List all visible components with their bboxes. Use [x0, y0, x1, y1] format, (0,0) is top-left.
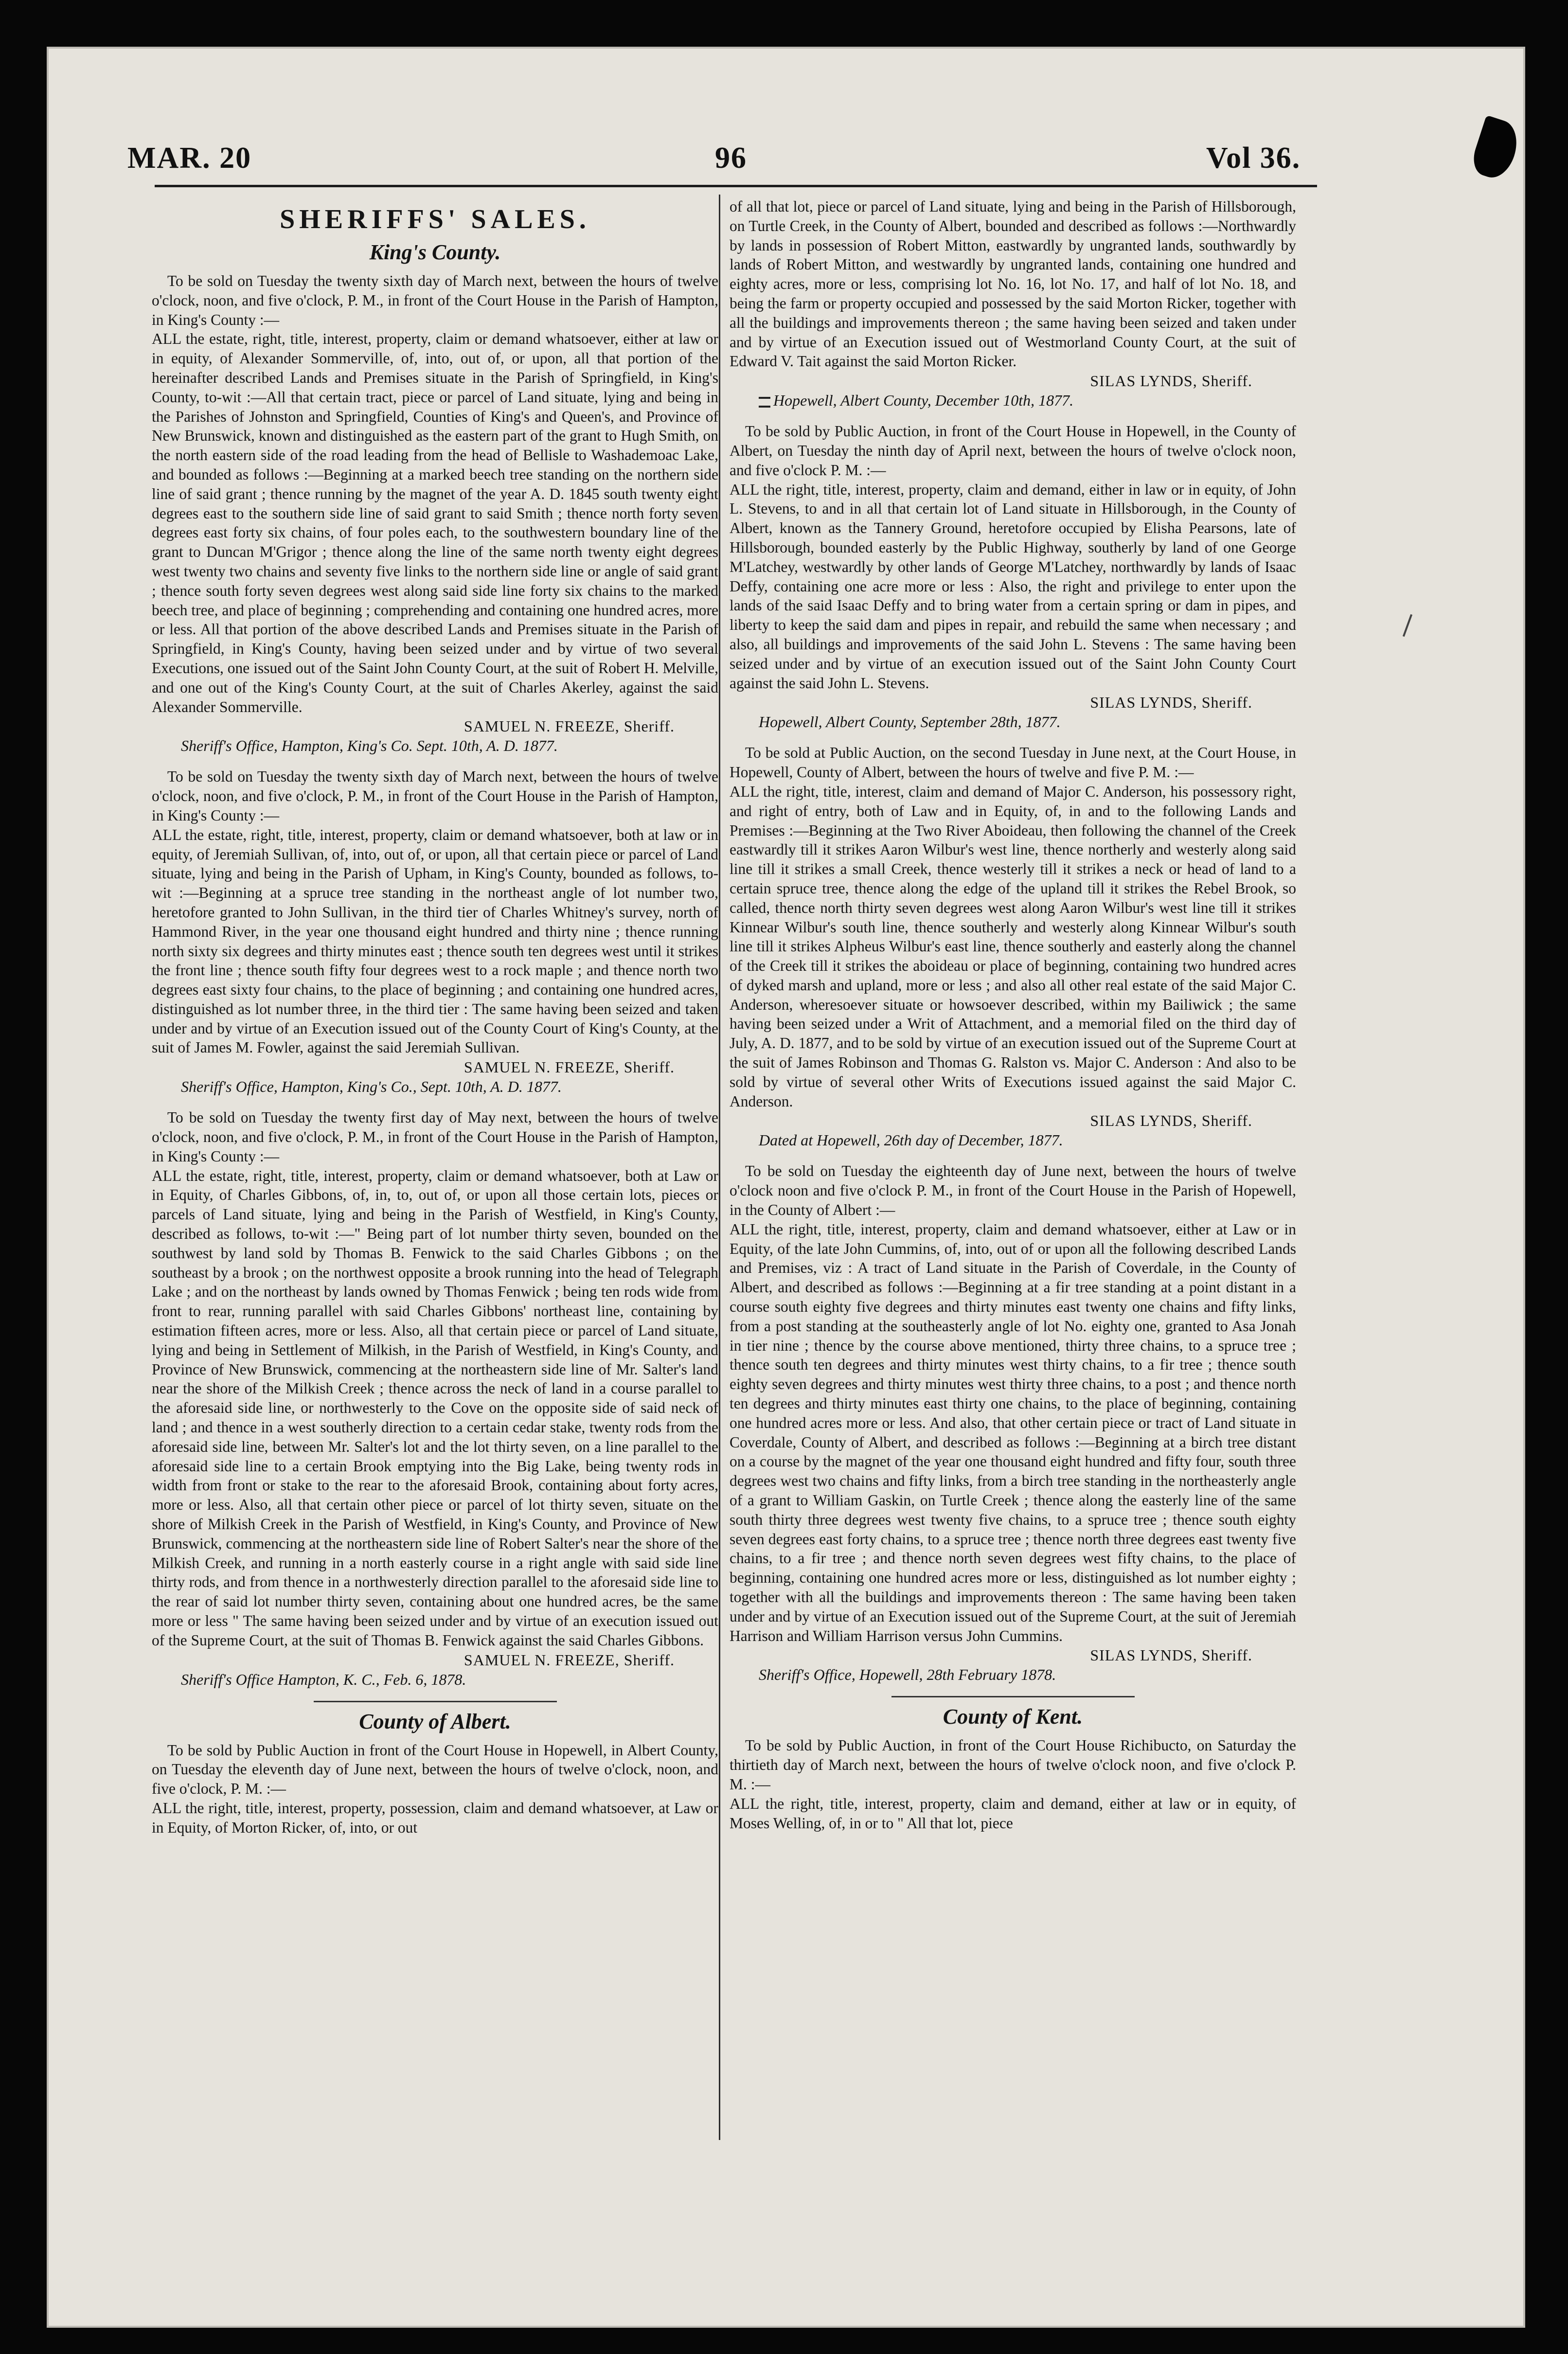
header-date: MAR. 20 [127, 142, 252, 175]
ink-blot [1468, 115, 1523, 183]
notice-ricker [152, 1741, 718, 1837]
left-column [152, 192, 718, 1849]
section-county-kent: County of Kent. [943, 1705, 1083, 1729]
notice-office: Sheriff's Office, Hampton, King's Co., Sept. 10th, A. D. 1877. [181, 1078, 562, 1096]
notice-anderson [730, 743, 1296, 1150]
notice-office: Sheriff's Office, Hopewell, 28th February 1878. [759, 1666, 1056, 1684]
notice-intro: To be sold on Tuesday the twenty first day of May next, between the hours of twelve o'clock, noon, and five o'clock, P. M., in front of the Court House in the Parish of Hampton, in King's County :— [152, 1109, 718, 1165]
notice-intro: To be sold by Public Auction, in front of the Court House in Hopewell, in the County of Albert, on Tuesday the ninth day of April next, between the hours of twelve o'clock noon, and five o'clock P. M. :— [730, 423, 1296, 479]
notice-gibbons [152, 1108, 718, 1689]
notice-signature: SILAS LYNDS, Sheriff. [1090, 1112, 1252, 1130]
notice-body: ALL the right, title, interest, property, claim and demand, either at law or in equity, of Moses Welling, of, in or to " All that lot, piece [730, 1795, 1296, 1832]
section-county-albert: County of Albert. [359, 1709, 511, 1733]
notice-body: ALL the estate, right, title, interest, property, claim or demand whatsoever, both at law or in equity, of Jeremiah Sullivan, of, into, out of, or upon, all that certain piece or parcel of Land situate, lying and being in the Parish of Upham, in King's County, bounded as follows, to-wit :—Beginning at a spruce tree standing in the northeast angle of lot number two, heretofore granted to John Sullivan, in the third tier of Charles Whitney's survey, north of Hammond River, in the year one thousand eight hundred and thirty nine ; thence running north sixty six degrees and thirty minutes east ; thence south ten degrees west until it strikes the front line ; thence south fifty four degrees west to a rock maple ; and thence north two degrees east sixty four chains, to the place of beginning ; and containing one hundred acres, distinguished as lot number three, in the third tier : The same having been seized and taken under and by virtue of an Execution issued out of the County Court of King's County, at the suit of James M. Fowler, against the said Jeremiah Sullivan. [152, 826, 718, 1056]
lead-mark-icon [759, 397, 770, 408]
notice-office: Hopewell, Albert County, September 28th, 1877. [759, 713, 1061, 731]
notice-intro: To be sold on Tuesday the eighteenth day of June next, between the hours of twelve o'clock noon and five o'clock P. M., in front of the Court House in the Parish of Hopewell, in the County of Albert :— [730, 1162, 1296, 1219]
section-kings-county: King's County. [369, 240, 501, 264]
right-column [730, 192, 1296, 1844]
notice-intro: To be sold on Tuesday the twenty sixth day of March next, between the hours of twelve o'clock, noon, and five o'clock, P. M., in front of the Court House in the Parish of Hampton, in King's County :— [152, 768, 718, 824]
notice-stevens [730, 422, 1296, 731]
notice-signature: SILAS LYNDS, Sheriff. [1090, 372, 1252, 390]
notice-body: ALL the right, title, interest, property, possession, claim and demand whatsoever, at Law or in Equity, of Morton Ricker, of, into, or out [152, 1799, 718, 1836]
notice-intro: To be sold by Public Auction in front of the Court House in Hopewell, in Albert County, on Tuesday the eleventh day of June next, between the hours of twelve o'clock, noon, and five o'clock, P. M. :— [152, 1741, 718, 1798]
notice-signature: SAMUEL N. FREEZE, Sheriff. [463, 717, 675, 735]
notice-welling [730, 1736, 1296, 1833]
notice-signature: SILAS LYNDS, Sheriff. [1090, 1646, 1252, 1664]
notice-sullivan [152, 767, 718, 1096]
notice-cummins [730, 1161, 1296, 1684]
column-divider [719, 195, 720, 2140]
notice-body: ALL the right, title, interest, property, claim and demand, either in law or in equity, of John L. Stevens, to and in all that certain lot of Land situate in Hillsborough, in the County of Albert, known as the Tannery Ground, heretofore occupied by Elisha Pearsons, late of Hillsborough, bounded easterly by the Public Highway, southerly by land of one George M'Latchey, westwardly by other lands of George M'Latchey, northwardly by lands of Isaac Deffy, containing one acre more or less : Also, the right and privilege to enter upon the lands of the said Isaac Deffy and to bring water from a certain spring or dam in pipes, and liberty to keep the said dam and pipes in repair, and rebuild the same when necessary ; and also, all buildings and improvements of the said John L. Stevens : The same having been seized under and by virtue of an execution issued out of the Saint John County Court against the said John L. Stevens. [730, 481, 1296, 692]
notice-office: Sheriff's Office, Hampton, King's Co. Sept. 10th, A. D. 1877. [181, 737, 558, 755]
office-text: Hopewell, Albert County, December 10th, 1877. [773, 392, 1074, 410]
notice-signature: SAMUEL N. FREEZE, Sheriff. [463, 1058, 675, 1076]
notice-office [730, 391, 1296, 410]
notice-body: of all that lot, piece or parcel of Land situate, lying and being in the Parish of Hillsborough, on Turtle Creek, in the County of Albert, bounded and described as follows :—Northwardly by lands in possession of Robert Mitton, eastwardly by ungranted lands, southwardly by lands of Robert Mitton, and westwardly by ungranted lands, containing one hundred and eighty acres, more or less, comprising lot No. 16, lot No. 17, and half of lot No. 18, and being the farm or property occupied and possessed by the said Morton Ricker, together with all the buildings and improvements thereon ; the same having been seized and taken under and by virtue of an Execution issued out of Westmorland County Court, at the suit of Edward V. Tait against the said Morton Ricker. [730, 198, 1296, 370]
notice-body: ALL the estate, right, title, interest, property, claim or demand whatsoever, either at law or in equity, of Alexander Sommerville, of, into, out of, or upon, all that portion of the hereinafter described Lands and Premises situate in the Parish of Springfield, in King's County, to-wit :—All that certain tract, piece or parcel of Land situate, lying and being in the Parishes of Johnston and Springfield, Counties of King's and Queen's, and Province of New Brunswick, known and distinguished as the eastern part of the grant to Hugh Smith, on the north eastern side of the road leading from the head of Bellisle to Washademoac Lake, and bounded as follows :—Beginning at a marked beech tree standing on the northern side line of said grant ; thence running by the magnet of the year A. D. 1845 south twenty eight degrees east to the southern side line of said grant to said Smith ; thence north forty seven degrees east forty six chains, of four poles each, to the southwestern boundary line of the grant to Duncan M'Grigor ; thence along the line of the same north twenty eight degrees west twenty two chains and seventy five links to the northern side line or angle of said grant ; thence south forty seven degrees west along said side line forty six chains to the marked beech tree, and place of beginning ; comprehending and containing one hundred acres, more or less. All that portion of the above described Lands and Premises situate in the Parish of Springfield, in King's County, having been seized under and by virtue of two several Executions, one issued out of the Saint John County Court, at the suit of Robert H. Melville, and one out of the King's County Court, at the suit of Charles Akerley, against the said Alexander Sommerville. [152, 330, 718, 715]
header-volume: Vol 36. [1206, 142, 1301, 175]
header-page-number: 96 [715, 142, 747, 175]
notice-office: Dated at Hopewell, 26th day of December, 1877. [759, 1131, 1063, 1149]
notice-signature: SAMUEL N. FREEZE, Sheriff. [463, 1651, 675, 1669]
notice-intro: To be sold at Public Auction, on the second Tuesday in June next, at the Court House, in Hopewell, County of Albert, between the hours of twelve and five P. M. :— [730, 744, 1296, 781]
notice-sommerville [152, 271, 718, 755]
notice-intro: To be sold on Tuesday the twenty sixth day of March next, between the hours of twelve o'clock, noon, and five o'clock, P. M., in front of the Court House in the Parish of Hampton, in King's County :— [152, 272, 718, 328]
notice-body: ALL the right, title, interest, claim and demand of Major C. Anderson, his possessory right, and right of entry, both of Law and in Equity, of, in and to the following Lands and Premises :—Beginning at the Two River Aboideau, then following the channel of the Creek eastwardly till it strikes Aaron Wilbur's west line, thence northerly and westerly along said line till it strikes a small Creek, thence westerly till it strikes a neck or head of land to a certain spruce tree, thence along the edge of the upland till it strikes the Rebel Brook, so called, thence north thirty seven degrees west along Aaron Wilbur's west line till it strikes Kinnear Wilbur's south line, thence southerly and westerly along Kinnear Wilbur's south line till it strikes Alpheus Wilbur's east line, thence southerly and easterly along the channel of the Creek till it strikes the aboideau or place of beginning, containing two hundred acres of dyked marsh and upland, more or less ; and also all other real estate of the said Major C. Anderson, wheresoever situate or howsoever described, within my Bailiwick ; the same having been seized under a Writ of Attachment, and a memorial filed on the third day of July, A. D. 1877, and to be sold by virtue of an execution issued out of the Supreme Court at the suit of James Robinson and Thomas G. Ralston vs. Major C. Anderson : And also to be sold by virtue of several other Writs of Executions issued against the said Major C. Anderson. [730, 783, 1296, 1110]
notice-signature: SILAS LYNDS, Sheriff. [1090, 694, 1252, 712]
notice-body: ALL the right, title, interest, property, claim and demand whatsoever, either at Law or in Equity, of the late John Cummins, of, into, out of or upon all the following described Lands and Premises, viz : A tract of Land situate in the Parish of Coverdale, in the County of Albert, and described as follows :—Beginning at a fir tree standing at a point distant in a course south eighty five degrees and thirty minutes east twenty one chains and fifty links, from a post standing at the southeasterly angle of lot No. eighty one, granted to Asa Jonah in tier nine ; thence by the course above mentioned, thirty three chains, to a spruce tree ; thence south ten degrees and thirty minutes west thirty chains, to a fir tree ; thence south eighty seven degrees and thirty minutes west thirty three chains, to a post ; and thence north ten degrees and thirty minutes east thirty one chains, to the place of beginning, containing one hundred acres more or less. And also, that other certain piece or tract of Land situate in Coverdale, County of Albert, and described as follows :—Beginning at a birch tree distant on a course by the magnet of the year one thousand eight hundred and fifty four, south three degrees west two chains and fifty links, from a birch tree standing in the northeasterly angle of a grant to William Gaskin, on Turtle Creek ; thence along the easterly line of the same south thirty three degrees west twenty five chains, to a spruce tree ; thence south eighty seven degrees east forty chains, to a spruce tree ; thence north three degrees east twenty five chains, to a fir tree ; and thence north seven degrees west fifty chains, to the place of beginning, containing one hundred acres more or less, distinguished as lot number eighty ; together with all the buildings and improvements thereon : The same having been taken under and by virtue of an Execution issued out of the Supreme Court, at the suit of Jeremiah Harrison and William Harrison versus John Cummins. [730, 1220, 1296, 1644]
notice-intro: To be sold by Public Auction, in front of the Court House Richibucto, on Saturday the thirtieth day of March next, between the hours of twelve o'clock noon, and five o'clock P. M. :— [730, 1737, 1296, 1793]
notice-body: ALL the estate, right, title, interest, property, claim or demand whatsoever, both at Law or in Equity, of Charles Gibbons, of, in, to, out of, or upon all those certain lots, pieces or parcels of Land situate, lying and being in the Parish of Westfield, in King's County, described as follows, to-wit :—" Being part of lot number thirty seven, bounded on the southwest by land sold by Thomas B. Fenwick to the said Charles Gibbons ; on the southeast by a brook ; on the northwest opposite a brook running into the head of Telegraph Lake ; and on the northeast by lands owned by Thomas Fenwick ; being ten rods wide from front to rear, running parallel with said Charles Gibbons' northeast line, containing by estimation fifteen acres, more or less. Also, all that certain piece or parcel of Land situate, lying and being in Settlement of Milkish, in the Parish of Westfield, in King's County, and Province of New Brunswick, commencing at the northeastern side line of Mr. Salter's land near the shore of the Milkish Creek ; thence across the neck of land in a course parallel to the aforesaid side line, or northwesterly to the Cove on the opposite side of said neck of land ; and thence in a west southerly direction to a certain cedar stake, twenty rods from the aforesaid side line, between Mr. Salter's lot and the lot thirty seven, on a line parallel to the aforesaid side line to a certain Brook emptying into the Big Lake, being twenty rods in width from front or stake to the rear to the aforesaid Brook, containing about forty acres, more or less. Also, all that certain other piece or parcel of lot thirty seven, situate on the shore of Milkish Creek in the Parish of Westfield, in King's County, and Province of New Brunswick, commencing at the northeastern side line of Robert Salter's near the shore of the Milkish Creek, and running in a north easterly course in a right angle with said side line thirty rods, and from thence in a northwesterly direction parallel to the aforesaid side line to the rear of said lot number thirty seven, containing about one hundred acres, be the same more or less " The same having been seized under and by virtue of an execution issued out of the Supreme Court, at the suit of Thomas B. Fenwick against the said Charles Gibbons. [152, 1167, 718, 1649]
header-rule [155, 185, 1317, 187]
section-divider [314, 1701, 557, 1702]
notice-office: Sheriff's Office Hampton, K. C., Feb. 6, 1878. [181, 1670, 466, 1688]
notice-ricker-continued [730, 197, 1296, 410]
page-title: SHERIFFS' SALES. [280, 204, 590, 234]
section-divider [891, 1696, 1135, 1697]
